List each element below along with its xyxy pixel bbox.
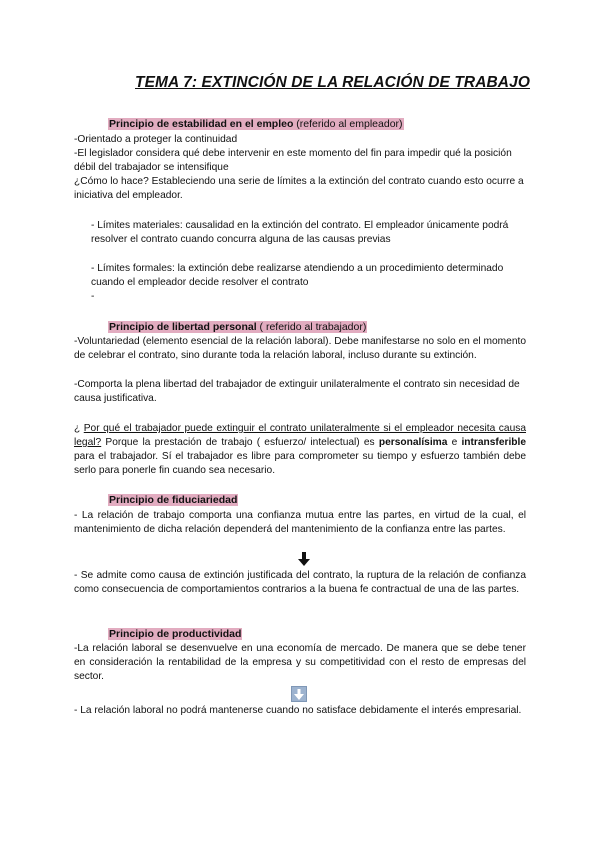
heading-highlight: [108, 321, 367, 333]
productividad-p1: [74, 642, 526, 684]
question-end: para el trabajador. Sí el trabajador es libre para comprometer su tiempo y esfuerzo también debe serlo para ponerle fin cuando sea necesario.: [74, 451, 526, 476]
estabilidad-line-2: -El legislador considera qué debe intervenir en este momento del fin para impedir qué la posición débil del trabajador se intensifique: [74, 148, 512, 173]
down-arrow-box-icon: [291, 686, 307, 702]
libertad-p2-text: -Comporta la plena libertad del trabajador de extinguir unilateralmente el contrato sin necesidad de causa justificativa.: [74, 379, 520, 404]
down-arrow-glyph: [294, 689, 304, 700]
heading-estabilidad: [108, 118, 404, 131]
heading-bold: Principio de productividad: [109, 628, 242, 640]
productividad-p2: [74, 704, 526, 718]
libertad-p2: [74, 378, 526, 406]
question-mid-1: Porque la prestación de trabajo ( esfuerzo/ intelectual) es: [101, 437, 379, 448]
limites-materiales: [91, 219, 521, 247]
heading-productividad: [108, 628, 242, 641]
question-prefix: ¿: [74, 423, 84, 434]
heading-highlight: [108, 628, 242, 640]
estabilidad-body: [74, 133, 526, 203]
fiduciariedad-p2: [74, 569, 526, 597]
heading-highlight: [108, 118, 404, 130]
down-arrow-icon: [298, 552, 310, 566]
question-bold-1: personalísima: [378, 437, 448, 448]
heading-bold: Principio de estabilidad en el empleo: [109, 118, 294, 130]
fiduciariedad-p1-text: - La relación de trabajo comporta una confianza mutua entre las partes, en virtud de la cual, el mantenimiento de dicha relación dependerá del mantenimiento de la confianza entre las partes.: [74, 510, 526, 535]
libertad-p1: [74, 335, 526, 363]
heading-fiduciariedad: [108, 494, 238, 507]
fiduciariedad-p2-text: - Se admite como causa de extinción justificada del contrato, la ruptura de la relación de confianza como consecuencia de comportamientos contrarios a la buena fe contractual de una de las partes.: [74, 570, 526, 595]
question-mid-2: e: [447, 437, 462, 448]
productividad-p2-text: - La relación laboral no podrá mantenerse cuando no satisface debidamente el interés empresarial.: [74, 705, 522, 716]
productividad-p1-text: -La relación laboral se desenvuelve en una economía de mercado. De manera que se debe tener en consideración la rentabilidad de la empresa y su competitividad con el resto de empresas del sector.: [74, 643, 526, 682]
heading-rest: ( referido al trabajador): [256, 321, 367, 333]
heading-bold: Principio de libertad personal: [109, 321, 257, 333]
page-title: TEMA 7: EXTINCIÓN DE LA RELACIÓN DE TRABAJO: [135, 74, 530, 91]
libertad-question-text: [74, 422, 526, 478]
heading-libertad: [108, 321, 367, 334]
estabilidad-line-1: -Orientado a proteger la continuidad: [74, 134, 238, 145]
question-bold-2: intransferible: [461, 437, 527, 448]
heading-highlight: [108, 494, 238, 506]
heading-rest: (referido al empleador): [293, 118, 403, 130]
limites-materiales-text: - Límites materiales: causalidad en la extinción del contrato. El empleador únicamente podrá resolver el contrato cuando concurra alguna de las causas previas: [91, 220, 509, 245]
estabilidad-line-3: ¿Cómo lo hace? Estableciendo una serie de límites a la extinción del contrato cuando esto ocurre a iniciativa del empleador.: [74, 176, 524, 201]
heading-bold: Principio de fiduciariedad: [109, 494, 238, 506]
libertad-question: [74, 422, 526, 478]
empty-dash: -: [91, 291, 95, 302]
question-underlined: Por qué el trabajador puede extinguir el contrato unilateralmente si el empleador necesita causa legal?: [74, 423, 526, 448]
limites-formales-text: - Límites formales: la extinción debe realizarse atendiendo a un procedimiento determinado cuando el empleador decide resolver el contrato: [91, 263, 504, 288]
libertad-p1-text: -Voluntariedad (elemento esencial de la relación laboral). Debe manifestarse no solo en el momento de celebrar el contrato, sino durante toda la relación laboral, incluso durante su extinción.: [74, 336, 526, 361]
limites-formales: [91, 262, 521, 304]
fiduciariedad-p1: [74, 509, 526, 537]
